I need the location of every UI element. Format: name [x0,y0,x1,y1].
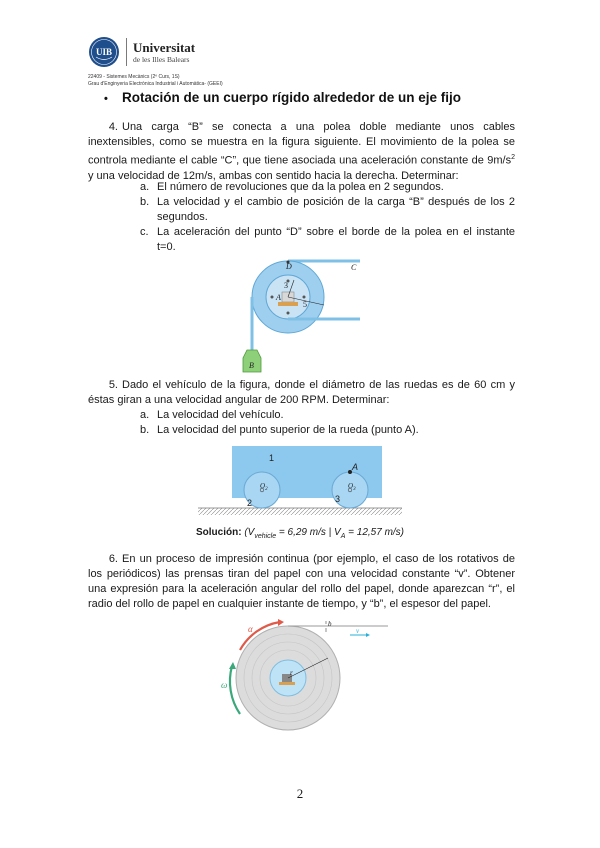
problem-5-statement [88,378,515,408]
label-2: 2 [247,498,253,508]
uib-emblem-icon [88,36,120,68]
bullet: • [104,93,108,105]
label-3: 3 [284,281,288,290]
label-omega: ω [221,680,228,690]
label-b: b [328,620,332,628]
problem-5-solution [0,527,600,540]
label-1: 1 [269,453,275,463]
problem-4-text-a: Una carga “B” se conecta a una polea doble mediante unos cables inextensibles, como se muestra en la figura siguiente. El movimiento de la polea se controla mediante el cable “C”, que tiene asociada una aceleración constante de 9m/s [88,121,515,167]
problem-number: 4. [108,121,118,133]
section-title [104,90,461,105]
problem-number: 5. [108,379,118,391]
label-b: B [249,361,254,370]
list-item: c. La aceleración del punto “D” sobre el borde de la polea en el instante t=0. [140,226,515,253]
logo-short: UIB [95,47,113,57]
course-line-2: Grau d'Enginyeria Electrònica Industrial i Automàtica- (GEEI) [88,81,223,88]
problem-6-text: En un proceso de impresión continua (por ejemplo, el caso de los rotativos de los periódicos) las prensas tiran del papel con una velocidad constante “v”. Obtener una expresión para la aceleración angular del rollo del papel, donde aparezcan “r”, el radio del rollo de papel en cualquier instante de tiempo, y “b”, el espesor del papel. [88,553,515,610]
label-5: 5 [303,300,307,309]
problem-4-superscript: 2 [511,154,515,161]
logo-name: Universitat [133,39,196,55]
problem-5-text: Dado el vehículo de la figura, donde el diámetro de las ruedas es de 60 cm y éstas giran a una velocidad angular de 200 RPM. Determinar: [88,379,515,406]
label-o2: $O_2$ [260,482,268,492]
page-header [88,36,508,89]
page-number: 2 [296,786,304,801]
label-c: C [351,263,357,272]
problem-4-items [140,180,515,255]
solution-value: ($V_{vehicle} = 6,29$ m/s | $V_A = 12,57$ m/s) [244,527,405,540]
label-d: D [286,262,292,271]
section-title-text: Rotación de un cuerpo rígido alrededor de un eje fijo [122,90,462,105]
list-item: b. La velocidad del punto superior de la rueda (punto A). [140,424,419,436]
university-logo [88,36,508,68]
course-line-1: 22409 - Sistemes Mecànics (2º Curs, 1S) [88,74,180,80]
label-o3: $O_3$ [348,482,356,492]
label-r: r [290,669,293,677]
ground [198,508,402,515]
pulley-figure [220,250,380,375]
problem-6-statement [88,552,515,612]
logo-subtitle: de les Illes Balears [133,54,190,64]
list-item: b. La velocidad y el cambio de posición de la carga “B” después de los 2 segundos. [140,196,515,223]
base [278,302,298,306]
label-3: 3 [335,494,341,504]
paper-roll-figure [218,618,398,740]
label-a: A [276,293,281,302]
problem-4-statement [88,120,515,184]
problem-4-text-b: y una velocidad de 12m/s, ambas con sentido hacia la derecha. Determinar: [88,169,459,182]
problem-5-items [140,408,515,438]
list-item: a. El número de revoluciones que da la polea en 2 segundos. [140,181,444,193]
problem-number: 6. [108,553,118,565]
list-item: a. La velocidad del vehículo. [140,409,284,421]
label-point-a: A [352,462,359,472]
logo-divider [126,38,127,66]
solution-label: Solución: [195,527,242,538]
label-alpha: α [248,624,253,634]
vehicle-figure [192,442,408,522]
label-v: v [356,627,360,635]
course-info [88,74,508,89]
